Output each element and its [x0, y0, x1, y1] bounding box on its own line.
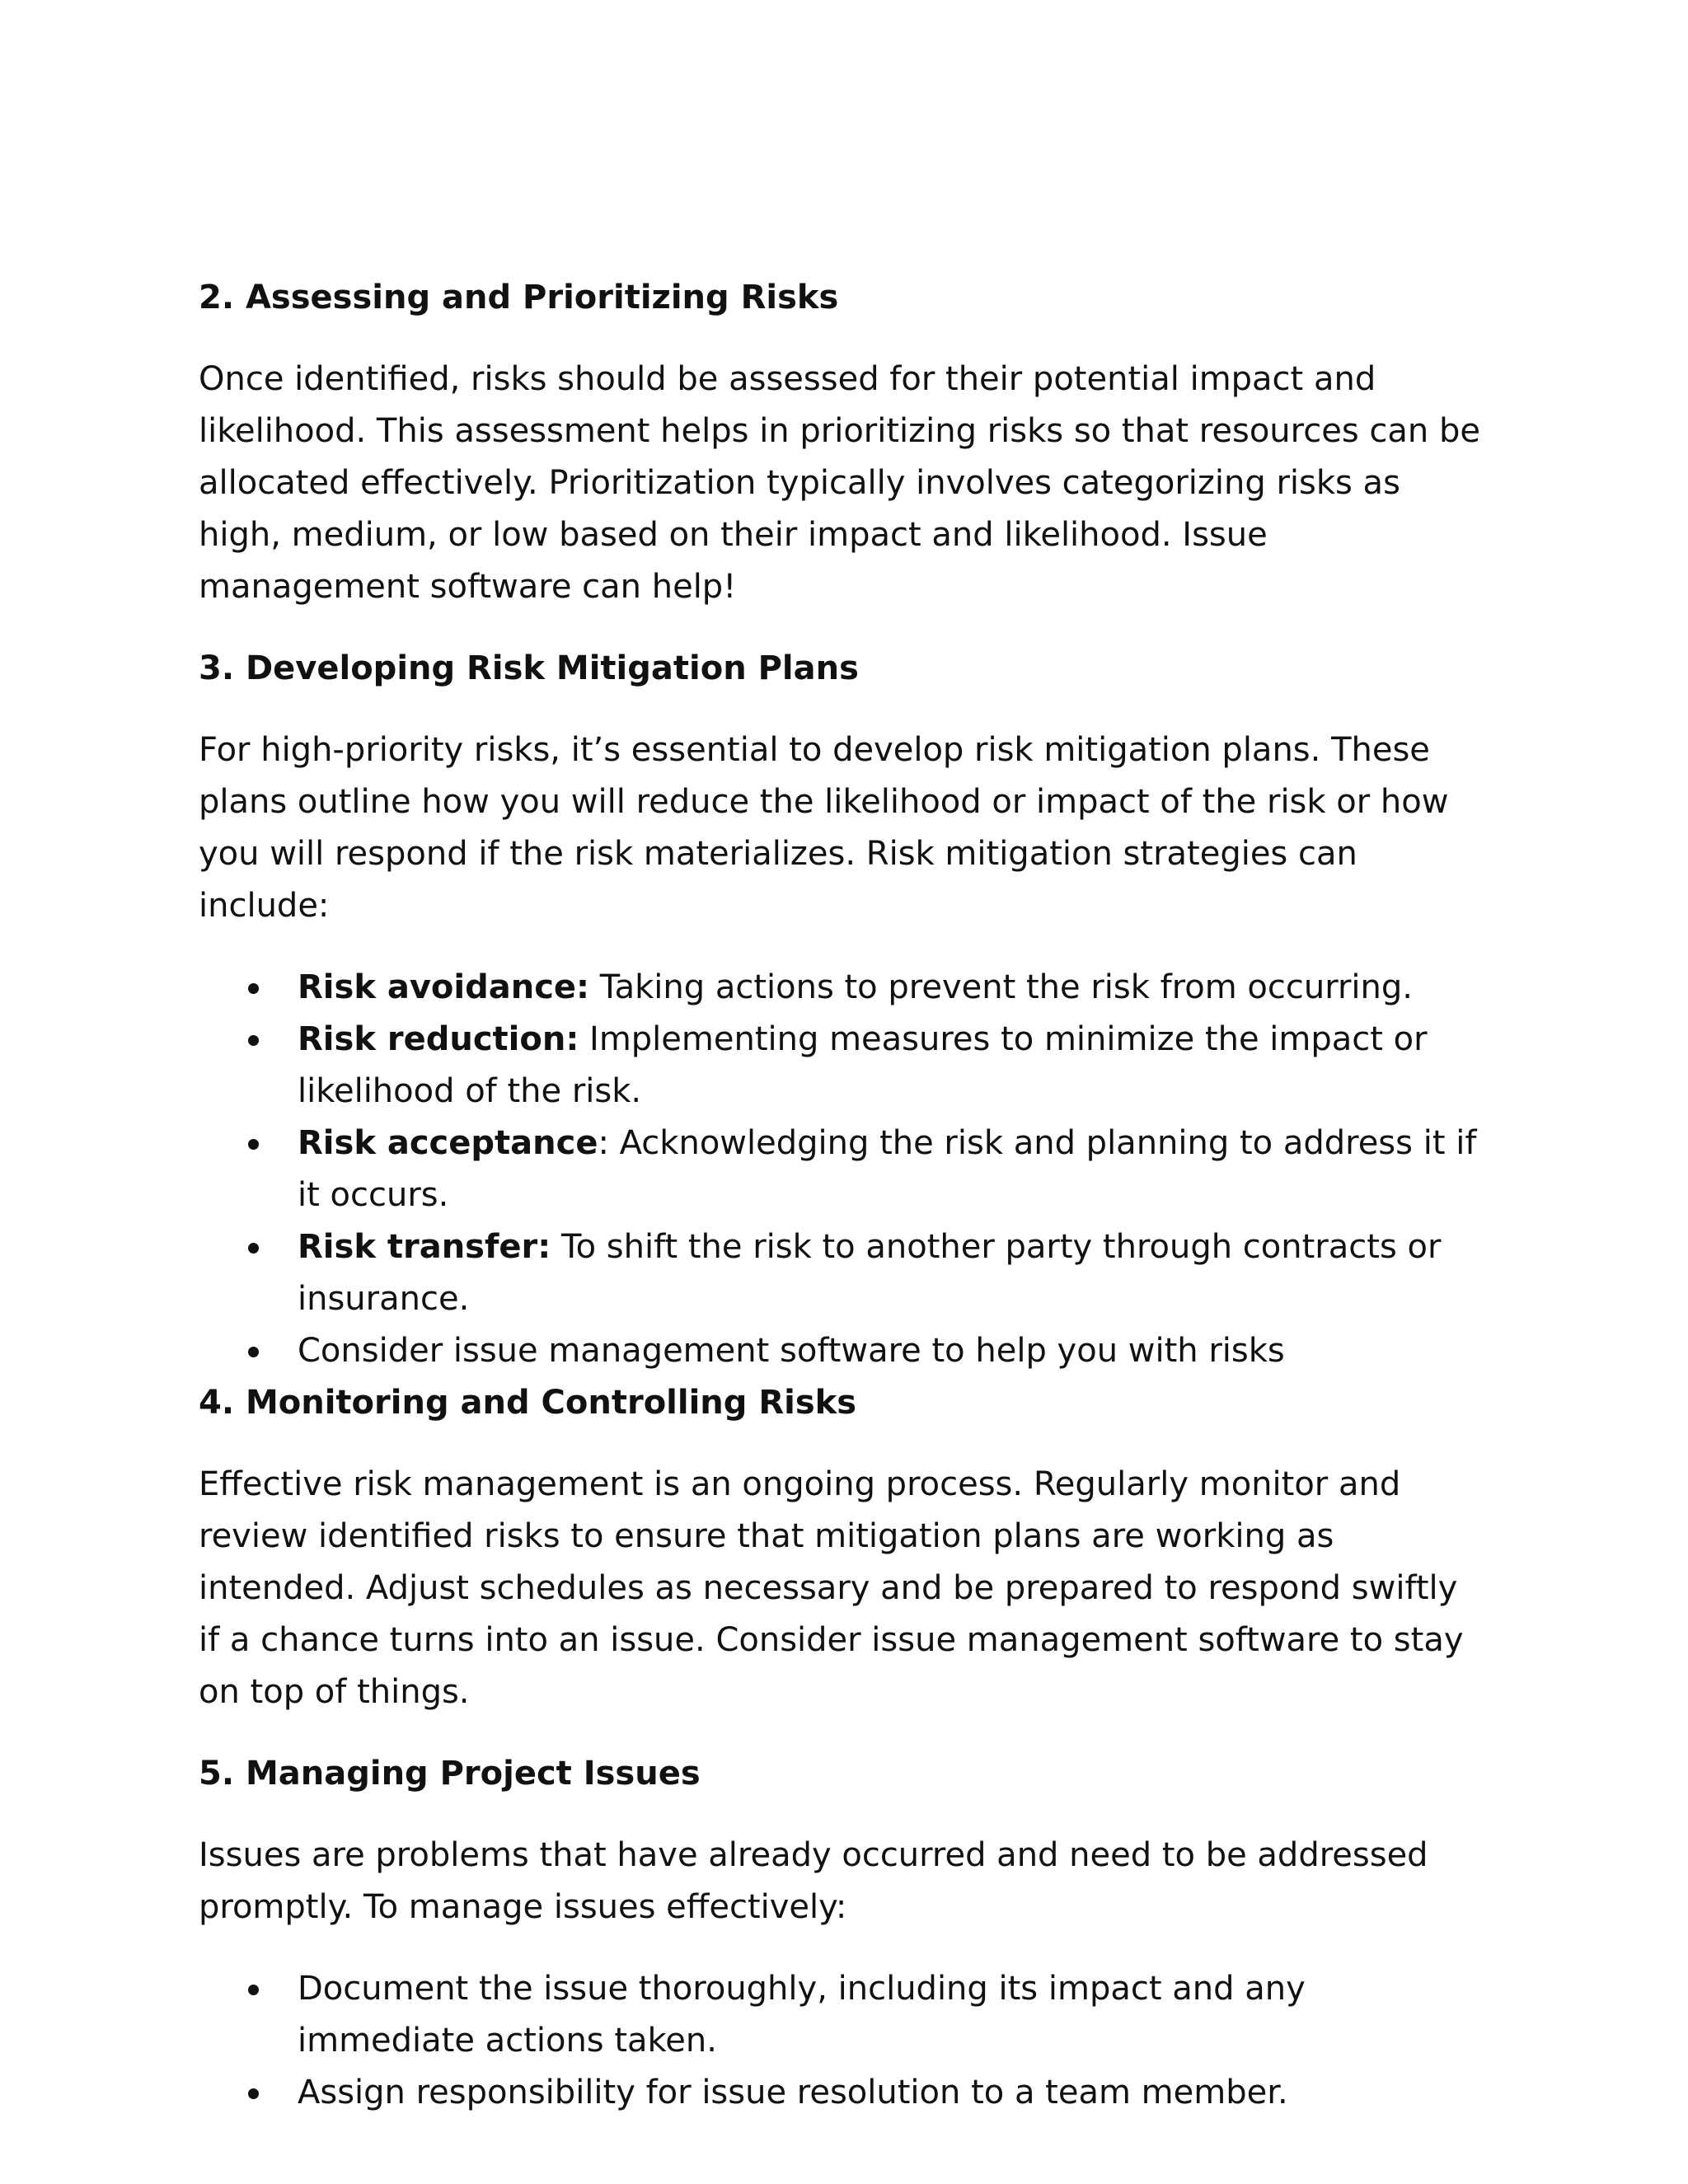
- list-item-text: Document the issue thoroughly, including its impact and any immediate actions taken.: [298, 1970, 1306, 2060]
- list-item-term: Risk avoidance:: [298, 968, 590, 1006]
- list-item-risk-transfer: [298, 1221, 1484, 1325]
- section-heading-assessing: 2. Assessing and Prioritizing Risks: [199, 279, 839, 316]
- section-paragraph-monitoring: Effective risk management is an ongoing process. Regularly monitor and review identified risks to ensure that mitigation plans are working as intended. Adjust schedules as necessary and be prepared to respond swiftly if a chance turns into an issue. Consider issue management software to stay on top of things.: [199, 1465, 1464, 1711]
- section-paragraph-assessing: Once identified, risks should be assessed for their potential impact and likelihood. This assessment helps in prioritizing risks so that resources can be allocated effectively. Prioritization typically involves categorizing risks as high, medium, or low based on their impact and likelihood. Issue management software can help!: [199, 360, 1480, 606]
- list-item-term: Risk transfer:: [298, 1228, 551, 1266]
- list-item-text: To shift the risk to another party through contracts or insurance.: [298, 1228, 1442, 1318]
- list-item-term: Risk acceptance: [298, 1124, 598, 1162]
- list-item-text: Consider issue management software to help you with risks: [298, 1332, 1285, 1370]
- section-heading-mitigation: 3. Developing Risk Mitigation Plans: [199, 649, 859, 687]
- issue-management-list: [199, 1963, 1484, 2119]
- section-heading-issues: 5. Managing Project Issues: [199, 1755, 701, 1793]
- mitigation-strategy-list: [199, 962, 1484, 1377]
- list-item-risk-reduction: [298, 1014, 1484, 1118]
- list-item-term: Risk reduction:: [298, 1020, 579, 1058]
- document-content: [199, 272, 1484, 2119]
- list-item-risk-avoidance: [298, 962, 1484, 1014]
- list-item-text: Implementing measures to minimize the impact or likelihood of the risk.: [298, 1020, 1428, 1110]
- list-item-text: Assign responsibility for issue resolution to a team member.: [298, 2074, 1288, 2111]
- list-item-software-tip: [298, 1325, 1484, 1377]
- list-item-assign-responsibility: [298, 2067, 1484, 2119]
- section-heading-monitoring: 4. Monitoring and Controlling Risks: [199, 1384, 857, 1422]
- list-item-text: : Acknowledging the risk and planning to address it if it occurs.: [298, 1124, 1477, 1214]
- list-item-risk-acceptance: [298, 1118, 1484, 1221]
- section-paragraph-mitigation: For high-priority risks, it’s essential to develop risk mitigation plans. These plans outline how you will reduce the likelihood or impact of the risk or how you will respond if the risk materializes. Risk mitigation strategies can include:: [199, 731, 1449, 925]
- list-item-text: Taking actions to prevent the risk from occurring.: [589, 968, 1413, 1006]
- section-paragraph-issues: Issues are problems that have already occurred and need to be addressed promptly. To manage issues effectively:: [199, 1836, 1428, 1926]
- list-item-document-issue: [298, 1963, 1484, 2067]
